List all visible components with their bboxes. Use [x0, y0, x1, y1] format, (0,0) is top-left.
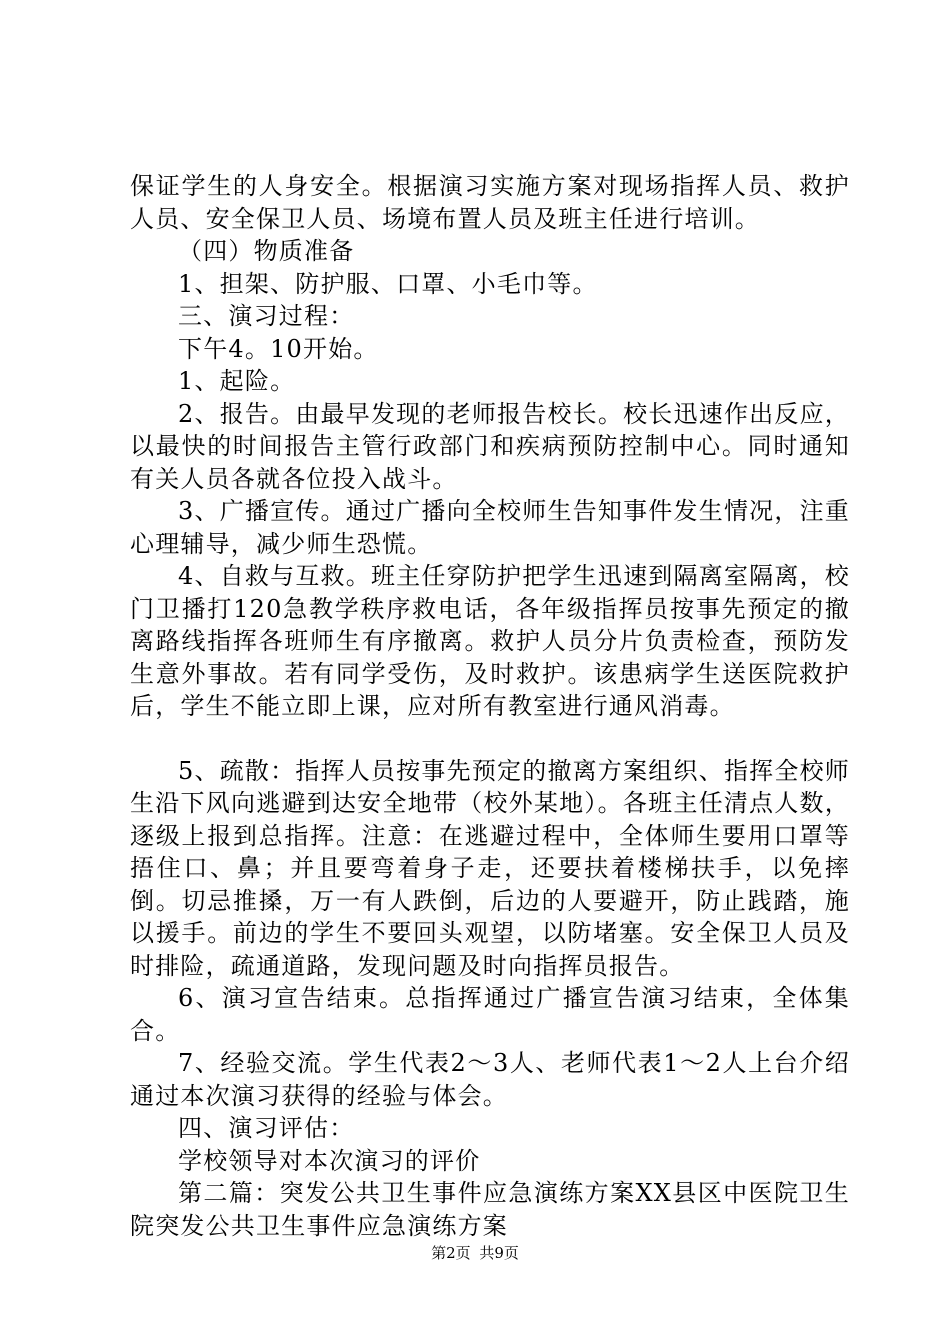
section-heading: 三、演习过程：	[178, 302, 355, 330]
section-heading: 四、演习评估：	[178, 1114, 355, 1142]
page-footer	[0, 1243, 950, 1263]
section-heading: （四）物质准备	[178, 237, 355, 265]
paragraph: 学校领导对本次演习的评价	[178, 1146, 481, 1175]
paragraph: 1、起险。	[178, 367, 296, 395]
paragraph: 6、演习宣告结束。总指挥通过广播宣告演习结束，全体集合。	[130, 984, 850, 1045]
paragraph: 下午4。10开始。	[178, 334, 379, 363]
paragraph: 4、自救与互救。班主任穿防护把学生迅速到隔离室隔离，校门卫播打120急教学秩序救电话，各年级指挥员按事先预定的撤离路线指挥各班师生有序撤离。救护人员分片负责检查，预防发生意外事故。若有同学受伤，及时救护。该患病学生送医院救护后，学生不能立即上课，应对所有教室进行通风消毒。	[130, 562, 850, 720]
paragraph: 2、报告。由最早发现的老师报告校长。校长迅速作出反应，以最快的时间报告主管行政部门和疾病预防控制中心。同时通知有关人员各就各位投入战斗。	[130, 399, 850, 493]
paragraph: 7、经验交流。学生代表2～3人、老师代表1～2人上台介绍通过本次演习获得的经验与体会。	[130, 1049, 850, 1110]
paragraph: 3、广播宣传。通过广播向全校师生告知事件发生情况，注重心理辅导，减少师生恐慌。	[130, 497, 850, 558]
document-body	[130, 170, 850, 1242]
page-number: 第2页	[431, 1244, 471, 1262]
paragraph: 第二篇：突发公共卫生事件应急演练方案XX县区中医院卫生院突发公共卫生事件应急演练方案	[130, 1179, 850, 1240]
page-total: 共9页	[479, 1244, 519, 1262]
paragraph: 1、担架、防护服、口罩、小毛巾等。	[178, 269, 598, 298]
paragraph: 5、疏散：指挥人员按事先预定的撤离方案组织、指挥全校师生沿下风向逃避到达安全地带（校外某地）。各班主任清点人数，逐级上报到总指挥。注意：在逃避过程中，全体师生要用口罩等捂住口、鼻；并且要弯着身子走，还要扶着楼梯扶手，以免摔倒。切忌推搡，万一有人跌倒，后边的人要避开，防止践踏，施以援手。前边的学生不要回头观望，以防堵塞。安全保卫人员及时排险，疏通道路，发现问题及时向指挥员报告。	[130, 756, 850, 980]
paragraph-spacer	[130, 723, 850, 755]
paragraph: 保证学生的人身安全。根据演习实施方案对现场指挥人员、救护人员、安全保卫人员、场境布置人员及班主任进行培训。	[130, 172, 850, 233]
